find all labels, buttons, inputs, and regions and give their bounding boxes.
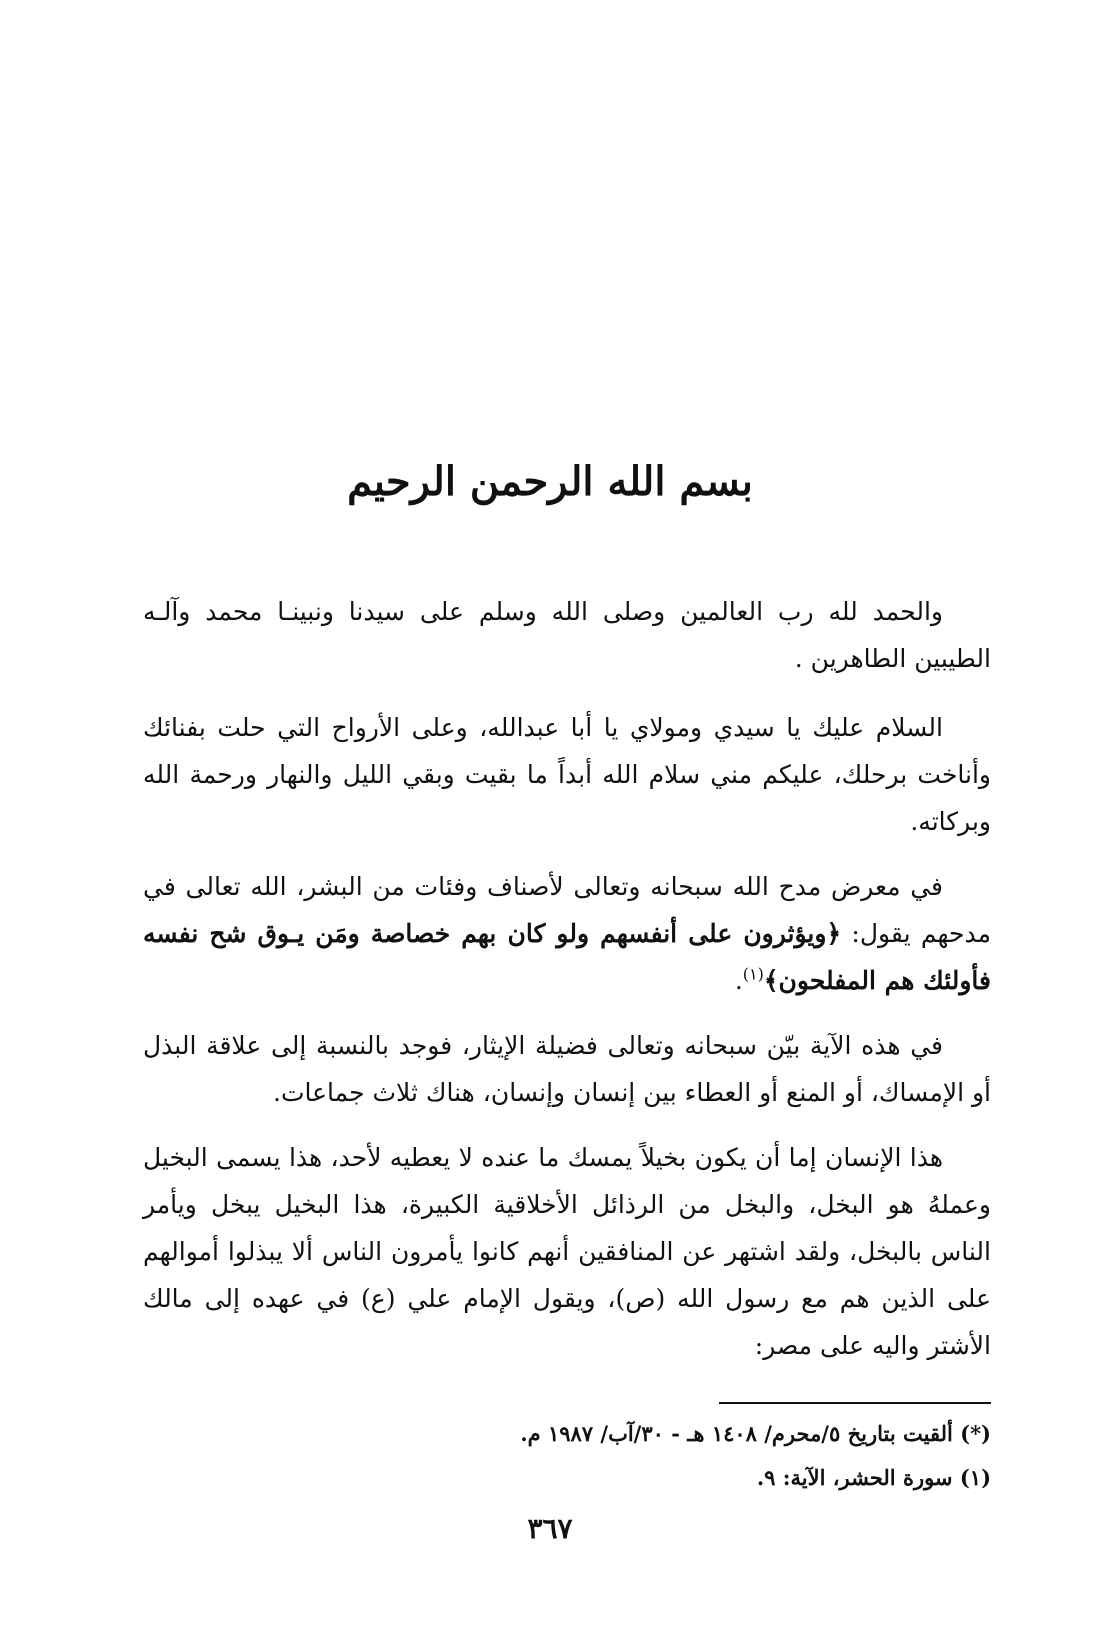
paragraph-altruism: في هذه الآية بيّن سبحانه وتعالى فضيلة الإيثار، فوجد بالنسبة إلى علاقة البذل أو الإمساك، أو المنع أو العطاء بين إنسان وإنسان، هناك ثلاث جماعات. — [143, 1031, 991, 1107]
page-number: ٣٦٧ — [527, 1512, 573, 1545]
paragraph-miser: هذا الإنسان إما أن يكون بخيلاً يمسك ما عنده لا يعطيه لأحد، هذا يسمى البخيل وعملهُ هو البخل، والبخل من الرذائل الأخلاقية الكبيرة، هذا البخيل يبخل ويأمر الناس بالبخل، ولقد اشتهر عن المنافقين أنهم كانوا يأمرون الناس ألا يبذلوا أموالهم على الذين هم مع رسول الله (ص)، ويقول الإمام علي (ع) في عهده إلى مالك الأشتر واليه على مصر: — [143, 1143, 991, 1360]
basmala-heading: بسم الله الرحمن الرحيم — [347, 458, 753, 505]
quran-quote: ﴿ويؤثرون على أنفسهم ولو كان بهم خصاصة ومَن يـوق شح نفسه فأولئك هم المفلحون﴾ — [143, 919, 991, 995]
verse-end: . — [734, 966, 743, 995]
footnote-one: (١) سورة الحشر، الآية: ٩. — [756, 1465, 991, 1490]
footnote-reference: (١) — [742, 964, 764, 984]
paragraph-praise: والحمد لله رب العالمين وصلى الله وسلم على سيدنا ونبينـا محمد وآلـه الطيبين الطاهرين . — [143, 597, 991, 673]
paragraph-verse — [143, 863, 991, 1004]
paragraph-salutation: السلام عليك يا سيدي ومولاي يا أبا عبدالله، وعلى الأرواح التي حلت بفنائك وأناخت برحلك، عليكم مني سلام الله أبداً ما بقيت وبقي الليل والنهار ورحمة الله وبركاته. — [143, 713, 991, 836]
main-text — [143, 588, 991, 1387]
footnote-star: (*) ألقيت بتاريخ ٥/محرم/ ١٤٠٨ هـ - ٣٠/آب/ ١٩٨٧ م. — [520, 1421, 991, 1446]
verse-intro: في معرض مدح الله سبحانه وتعالى لأصناف وفئات من البشر، الله تعالى في مدحهم يقول: — [143, 872, 991, 948]
footnotes — [143, 1412, 991, 1500]
footnote-divider — [719, 1402, 991, 1404]
